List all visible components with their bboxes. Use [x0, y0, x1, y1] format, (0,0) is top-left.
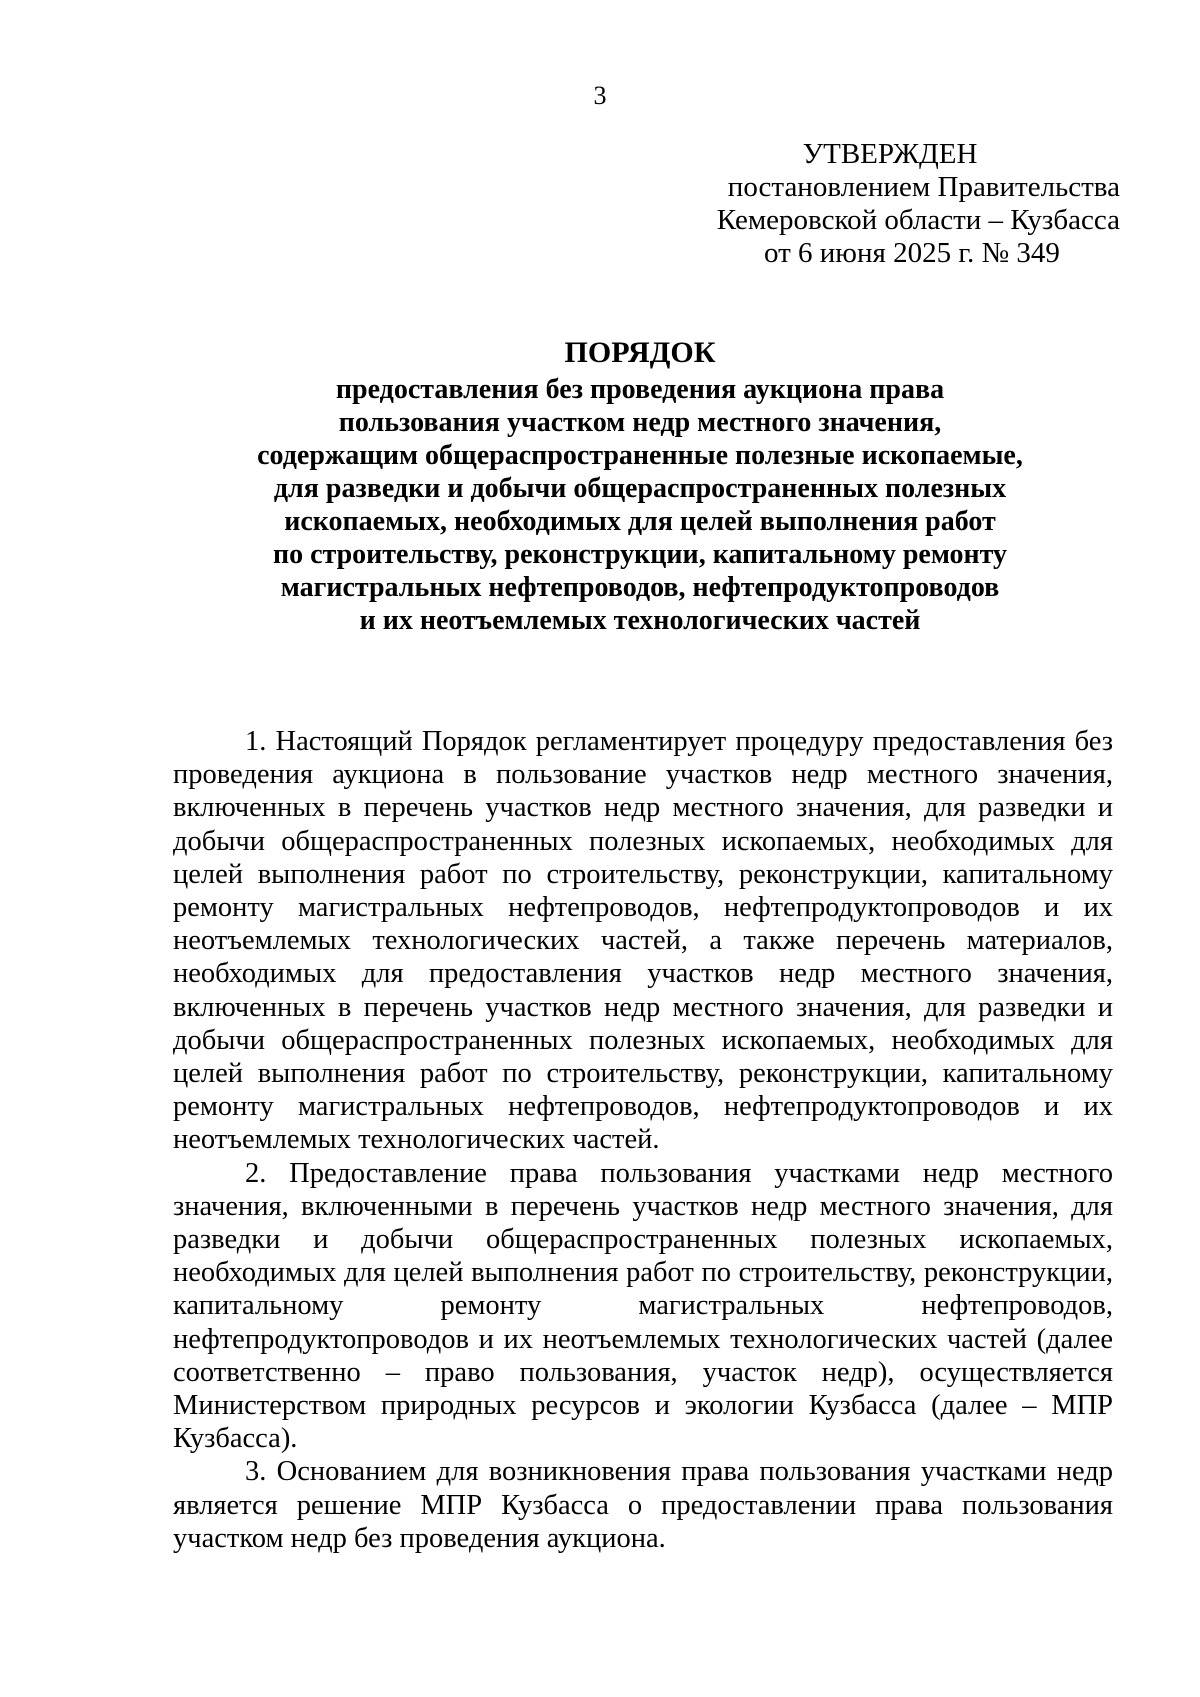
approval-line-4: от 6 июня 2025 г. № 349 [764, 237, 1060, 269]
title-subtitle-line: для разведки и добычи общераспространенных полезных [273, 473, 1007, 504]
title-subtitle-line: магистральных нефтепроводов, нефтепродуктопроводов [280, 572, 1000, 603]
approval-status: УТВЕРЖДЕН [802, 138, 978, 170]
document-body [173, 725, 1113, 1555]
title-subtitle-line: содержащим общераспространенные полезные ископаемые, [257, 440, 1023, 471]
title-subtitle-line: пользования участком недр местного значения, [338, 407, 942, 438]
paragraph-1: 1. Настоящий Порядок регламентирует процедуру предоставления без проведения аукциона в пользование участков недр местного значения, включенных в перечень участков недр местного значения, для разведки и добычи общераспространенных полезных ископаемых, необходимых для целей выполнения работ по строительству, реконструкции, капитальному ремонту магистральных нефтепроводов, нефтепродуктопроводов и их неотъемлемых технологических частей, а также перечень материалов, необходимых для предоставления участков недр местного значения, включенных в перечень участков недр местного значения, для разведки и добычи общераспространенных полезных ископаемых, необходимых для целей выполнения работ по строительству, реконструкции, капитальному ремонту магистральных нефтепроводов, нефтепродуктопроводов и их неотъемлемых технологических частей. [173, 726, 1113, 1156]
document-title-block [170, 335, 1110, 637]
title-subtitle-line: ископаемых, необходимых для целей выполнения работ [284, 506, 996, 537]
title-subtitle-line: и их неотъемлемых технологических частей [359, 605, 921, 636]
paragraph-2: 2. Предоставление права пользования участками недр местного значения, включенными в перечень участков недр местного значения, для разведки и добычи общераспространенных полезных ископаемых, необходимых для целей выполнения работ по строительству, реконструкции, капитальному ремонту магистральных нефтепроводов, нефтепродуктопроводов и их неотъемлемых технологических частей (далее соответственно – право пользования, участок недр), осуществляется Министерством природных ресурсов и экологии Кузбасса (далее – МПР Кузбасса). [173, 1157, 1113, 1455]
title-subtitle-line: по строительству, реконструкции, капитальному ремонту [272, 539, 1008, 570]
approval-stamp [660, 138, 1120, 270]
approval-line-2: постановлением Правительства [727, 171, 1120, 203]
page-number: 3 [593, 81, 607, 110]
title-subtitle-line: предоставления без проведения аукциона права [335, 374, 945, 405]
approval-line-3: Кемеровской области – Кузбасса [716, 204, 1120, 236]
paragraph-3: 3. Основанием для возникновения права пользования участками недр является решение МПР Кузбасса о предоставлении права пользования участком недр без проведения аукциона. [173, 1456, 1113, 1554]
document-title: ПОРЯДОК [564, 336, 716, 369]
